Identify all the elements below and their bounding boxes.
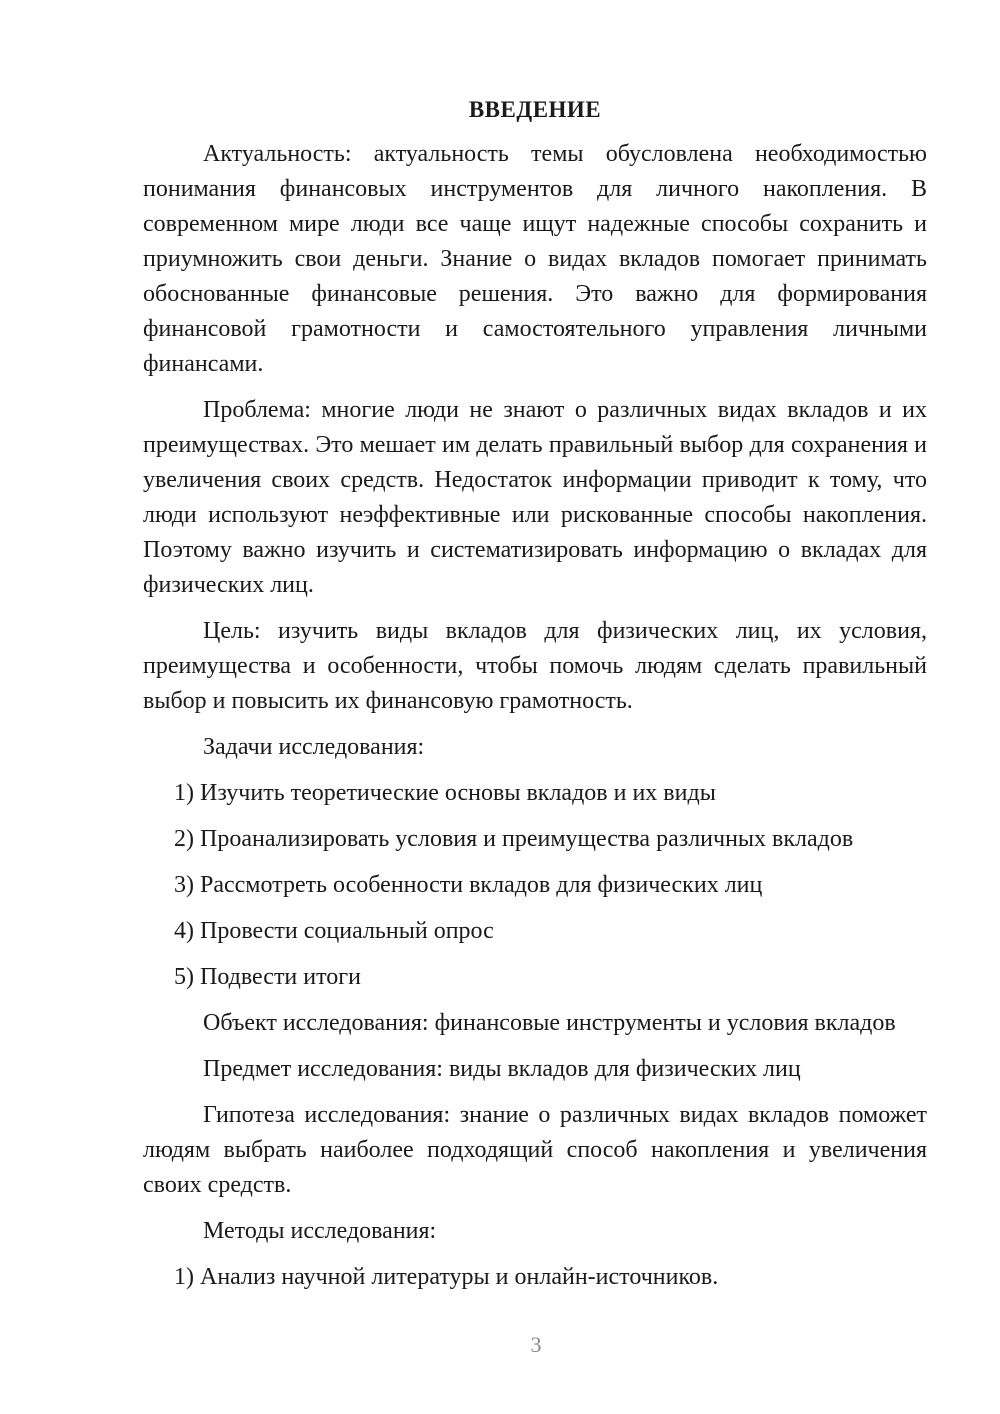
list-item: 3) Рассмотреть особенности вкладов для физических лиц	[174, 872, 763, 898]
subject-line: Предмет исследования: виды вкладов для физических лиц	[203, 1056, 801, 1082]
hypothesis-paragraph: Гипотеза исследования: знание о различных видах вкладов поможет людям выбрать наиболее подходящий способ накопления и увеличения своих средств.	[143, 1102, 927, 1198]
page-content	[143, 92, 927, 1306]
methods-list	[143, 1260, 927, 1295]
page-number: 3	[530, 1332, 542, 1357]
list-item: 1) Изучить теоретические основы вкладов и их виды	[174, 780, 716, 806]
page-title: ВВЕДЕНИЕ	[468, 97, 602, 122]
list-item: 1) Анализ научной литературы и онлайн-источников.	[174, 1264, 719, 1290]
list-item: 4) Провести социальный опрос	[174, 918, 494, 944]
list-item: 5) Подвести итоги	[174, 964, 361, 990]
list-item: 2) Проанализировать условия и преимущества различных вкладов	[174, 826, 854, 852]
tasks-heading: Задачи исследования:	[203, 734, 425, 760]
problem-paragraph: Проблема: многие люди не знают о различных видах вкладов и их преимуществах. Это мешает им делать правильный выбор для сохранения и увеличения своих средств. Недостаток информации приводит к тому, что люди используют неэффективные или рискованные способы накопления. Поэтому важно изучить и систематизировать информацию о вкладах для физических лиц.	[143, 397, 927, 598]
relevance-paragraph: Актуальность: актуальность темы обусловлена необходимостью понимания финансовых инструментов для личного накопления. В современном мире люди все чаще ищут надежные способы сохранить и приумножить свои деньги. Знание о видах вкладов помогает принимать обоснованные финансовые решения. Это важно для формирования финансовой грамотности и самостоятельного управления личными финансами.	[143, 141, 927, 377]
object-line: Объект исследования: финансовые инструменты и условия вкладов	[203, 1010, 896, 1036]
tasks-list	[143, 776, 927, 995]
methods-heading: Методы исследования:	[203, 1218, 437, 1244]
goal-paragraph: Цель: изучить виды вкладов для физических лиц, их условия, преимущества и особенности, чтобы помочь людям сделать правильный выбор и повысить их финансовую грамотность.	[143, 618, 927, 714]
